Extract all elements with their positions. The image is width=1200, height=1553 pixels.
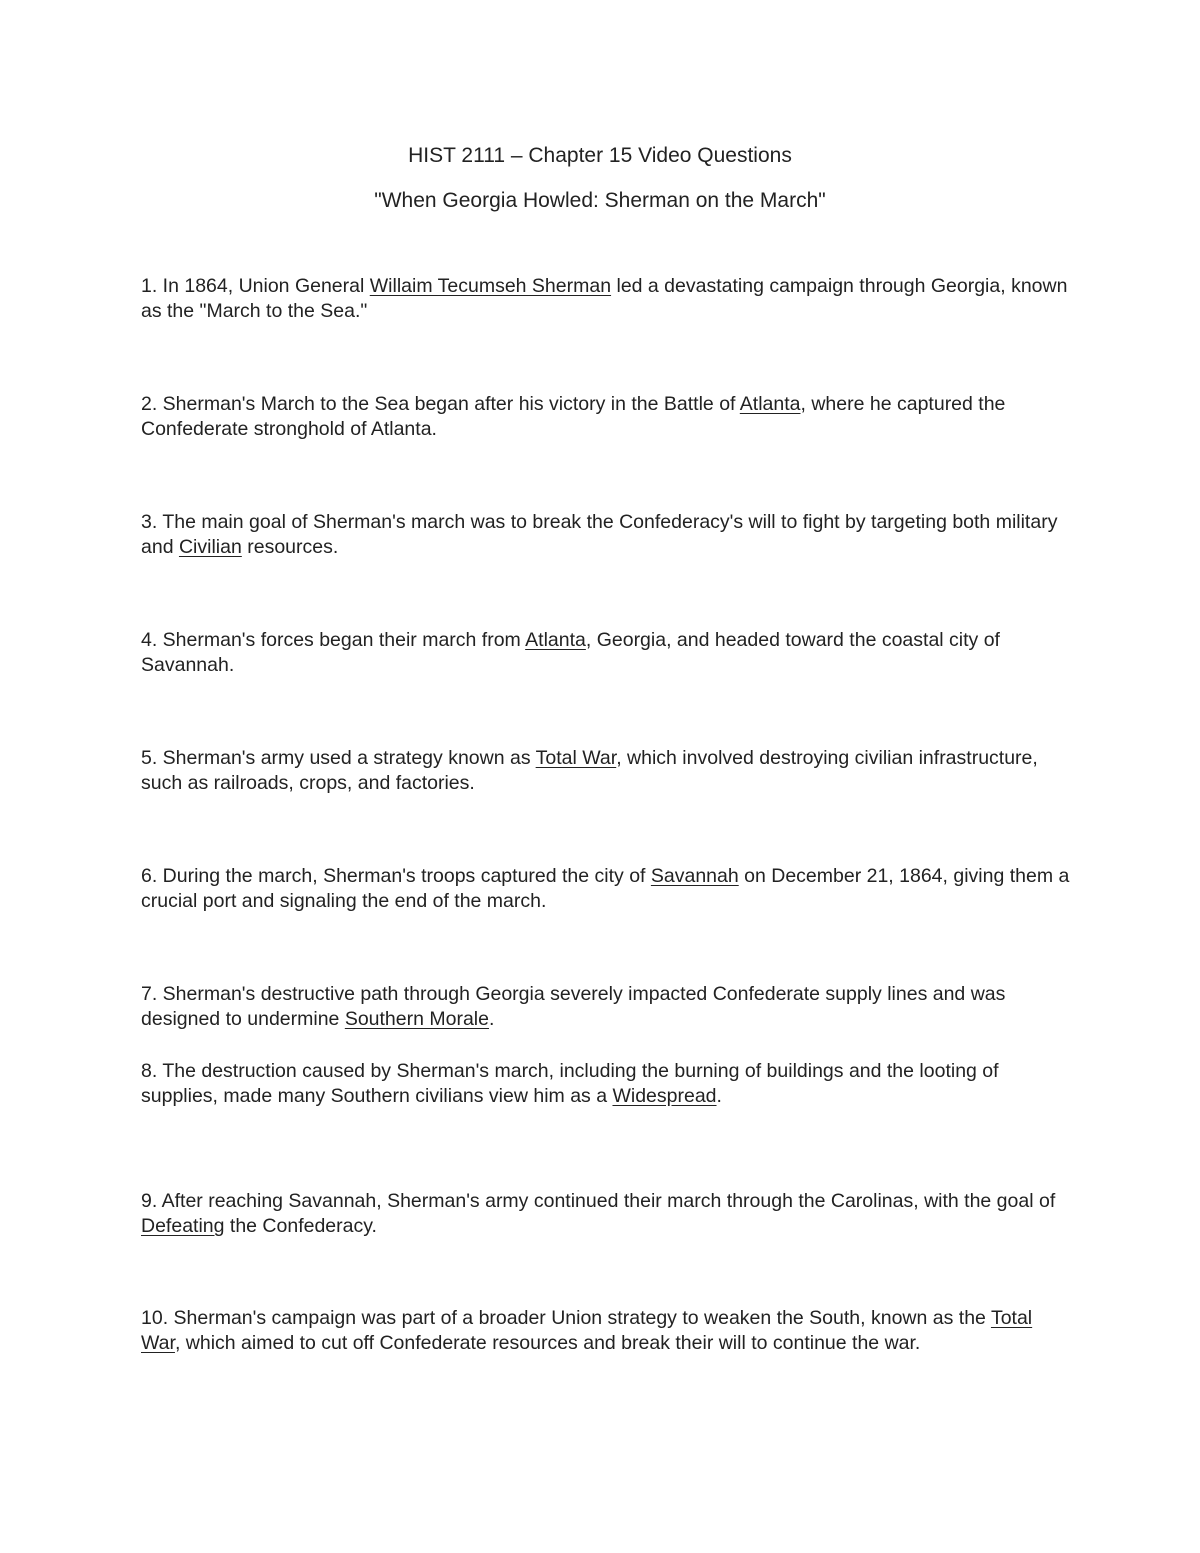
question-8 [141, 1059, 1071, 1109]
page-title: HIST 2111 – Chapter 15 Video Questions [408, 144, 792, 167]
question-text: , where he captured the Confederate stronghold of Atlanta. [141, 393, 1006, 440]
question-3 [141, 510, 1071, 560]
question-6 [141, 864, 1071, 914]
question-2 [141, 392, 1071, 442]
question-text: 6. During the march, Sherman's troops captured the city of [141, 865, 651, 887]
question-text: the Confederacy. [224, 1215, 377, 1237]
question-text: 4. Sherman's forces began their march from [141, 629, 526, 651]
question-text: , which aimed to cut off Confederate resources and break their will to continue the war. [174, 1332, 921, 1354]
question-text: led a devastating campaign through Georgia, known as the "March to the Sea." [141, 275, 1068, 322]
question-text: , which involved destroying civilian infrastructure, such as railroads, crops, and factories. [141, 747, 1038, 794]
question-9 [141, 1189, 1071, 1239]
answer-blank: Southern Morale [344, 1008, 489, 1030]
question-text: 9. After reaching Savannah, Sherman's army continued their march through the Carolinas, with the goal of [141, 1190, 1056, 1212]
question-text: 3. The main goal of Sherman's march was to break the Confederacy's will to fight by targeting both military and [141, 511, 1058, 558]
question-7 [141, 982, 1071, 1032]
answer-blank: Defeating [141, 1215, 225, 1237]
question-text: on December 21, 1864, giving them a crucial port and signaling the end of the march. [141, 865, 1070, 912]
question-text: , Georgia, and headed toward the coastal city of Savannah. [141, 629, 1000, 676]
answer-blank: Civilian [178, 536, 242, 558]
answer-blank: Total War [141, 1307, 1033, 1354]
question-text: . [488, 1008, 495, 1030]
question-4 [141, 628, 1071, 678]
answer-blank: Willaim Tecumseh Sherman [369, 275, 612, 297]
answer-blank: Atlanta [525, 629, 586, 651]
question-text: 5. Sherman's army used a strategy known as [141, 747, 536, 769]
question-text: 1. In 1864, Union General [141, 275, 370, 297]
question-text: 8. The destruction caused by Sherman's march, including the burning of buildings and the looting of supplies, made many Southern civilians view him as a [141, 1060, 999, 1107]
answer-blank: Widespread [612, 1085, 717, 1107]
answer-blank: Atlanta [739, 393, 801, 415]
question-1 [141, 274, 1071, 324]
question-text: . [716, 1085, 722, 1107]
question-5 [141, 746, 1071, 796]
question-10 [141, 1306, 1071, 1356]
question-text: 2. Sherman's March to the Sea began after his victory in the Battle of [141, 393, 740, 415]
question-text: 10. Sherman's campaign was part of a broader Union strategy to weaken the South, known as the [141, 1307, 991, 1329]
question-text: resources. [241, 536, 339, 558]
answer-blank: Savannah [650, 865, 739, 887]
question-text: 7. Sherman's destructive path through Georgia severely impacted Confederate supply lines and was designed to undermine [141, 983, 1006, 1030]
answer-blank: Total War [535, 747, 617, 769]
page-subtitle: "When Georgia Howled: Sherman on the March" [374, 189, 826, 212]
